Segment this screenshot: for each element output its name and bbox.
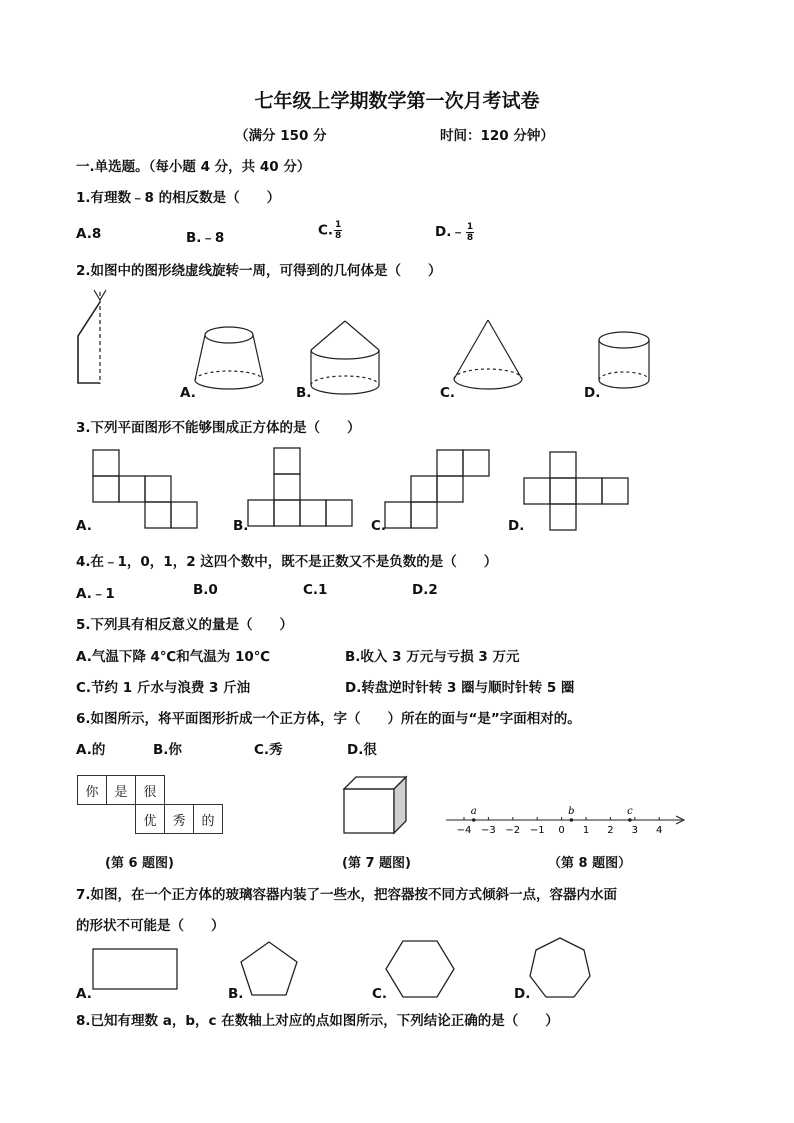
q3-option-b: B. xyxy=(233,518,249,534)
number-line-tick-label: 3 xyxy=(631,825,638,836)
question-1-stem: 1.有理数﹣8 的相反数是（ ） xyxy=(76,190,281,206)
figure-6-caption: (第 6 题图) xyxy=(105,856,174,871)
q2-option-a: A. xyxy=(180,385,196,401)
fraction: $\frac{1}{8}$ xyxy=(466,221,474,243)
question-7-stem-line-2: 的形状不可能是（ ） xyxy=(76,918,225,934)
q6-option-d: D.很 xyxy=(347,742,377,758)
number-line-tick-label: −1 xyxy=(529,825,545,836)
net-cell: 很 xyxy=(136,776,165,805)
q5-option-c: C.节约 1 斤水与浪费 3 斤油 xyxy=(76,680,251,696)
figure-7-caption: (第 7 题图) xyxy=(342,856,411,871)
cube-net-with-characters xyxy=(77,775,223,834)
q3-option-d: D. xyxy=(508,518,525,534)
number-line-point-label: c xyxy=(627,806,633,817)
number-line-tick-label: 4 xyxy=(656,825,663,836)
figure-8-caption: （第 8 题图） xyxy=(548,856,632,871)
q4-option-d: D.2 xyxy=(412,582,438,598)
fraction: $\frac{1}{8}$ xyxy=(335,220,342,241)
number-line-point-c xyxy=(628,818,632,822)
number-line-tick-label: 1 xyxy=(582,825,590,836)
glass-cube-figure xyxy=(343,775,409,835)
q7-option-a: A. xyxy=(76,986,92,1002)
q1-option-d xyxy=(435,220,474,243)
question-8-stem: 8.已知有理数 a，b，c 在数轴上对应的点如图所示，下列结论正确的是（ ） xyxy=(76,1013,559,1029)
q4-option-a: A.﹣1 xyxy=(76,586,115,602)
net-empty-cell xyxy=(107,805,136,834)
net-empty-cell xyxy=(194,776,223,805)
net-cell: 秀 xyxy=(165,805,194,834)
cube-net-a xyxy=(93,450,203,532)
number-line-tick-label: −3 xyxy=(481,825,496,836)
number-line-tick-label: 2 xyxy=(607,825,614,836)
section-heading: 一.单选题。（每小题 4 分，共 40 分） xyxy=(76,159,311,175)
q1-option-c-label: C. xyxy=(318,222,334,239)
question-4-stem: 4.在﹣1，0，1，2 这四个数中，既不是正数又不是负数的是（ ） xyxy=(76,554,498,570)
number-line-point-b xyxy=(570,818,574,822)
q6-option-c: C.秀 xyxy=(254,742,283,758)
q2-option-c: C. xyxy=(440,385,456,401)
q7-option-c: C. xyxy=(372,986,388,1002)
q2-option-d: D. xyxy=(584,385,601,401)
question-7-stem-line-1: 7.如图，在一个正方体的玻璃容器内装了一些水，把容器按不同方式倾斜一点，容器内水面 xyxy=(76,887,618,903)
q7-option-b: B. xyxy=(228,986,244,1002)
q1-option-a: A.8 xyxy=(76,226,102,242)
q5-option-a: A.气温下降 4℃和气温为 10℃ xyxy=(76,649,271,665)
heptagon-shape xyxy=(527,936,593,1002)
number-line-point-label: b xyxy=(568,806,575,817)
q1-option-b: B.﹣8 xyxy=(186,230,225,246)
page-title: 七年级上学期数学第一次月考试卷 xyxy=(254,90,540,112)
q6-option-b: B.你 xyxy=(153,742,182,758)
q2-option-b: B. xyxy=(296,385,312,401)
number-line-tick-label: −2 xyxy=(505,825,521,836)
number-line-point-a xyxy=(472,818,476,822)
cube-net-d xyxy=(524,452,634,534)
question-6-stem: 6.如图所示，将平面图形折成一个正方体，字（ ）所在的面与“是”字面相对的。 xyxy=(76,711,581,727)
net-cell: 优 xyxy=(136,805,165,834)
q4-option-b: B.0 xyxy=(193,582,218,598)
hexagon-shape xyxy=(385,938,457,1000)
q3-option-a: A. xyxy=(76,518,92,534)
number-line-tick-label: −4 xyxy=(456,825,472,836)
frustum-figure xyxy=(190,324,270,396)
q1-option-c xyxy=(318,220,342,241)
cone-figure xyxy=(450,317,530,399)
pentagon-shape xyxy=(238,940,302,1000)
net-empty-cell xyxy=(165,776,194,805)
question-2-stem: 2.如图中的图形绕虚线旋转一周，可得到的几何体是（ ） xyxy=(76,263,442,279)
net-cell: 是 xyxy=(107,776,136,805)
q7-option-d: D. xyxy=(514,986,531,1002)
rectangle-shape xyxy=(92,948,180,992)
exam-time: 时间：120 分钟） xyxy=(440,128,554,144)
question-3-stem: 3.下列平面图形不能够围成正方体的是（ ） xyxy=(76,420,361,436)
rotation-shape-figure xyxy=(70,288,120,388)
cube-net-c xyxy=(385,450,495,532)
q5-option-d: D.转盘逆时针转 3 圈与顺时针转 5 圈 xyxy=(345,680,575,696)
number-line xyxy=(444,800,689,840)
cylinder-with-cone-figure xyxy=(305,317,385,399)
net-cell: 的 xyxy=(194,805,223,834)
q3-option-c: C. xyxy=(371,518,387,534)
number-line-tick-label: 0 xyxy=(558,825,565,836)
question-5-stem: 5.下列具有相反意义的量是（ ） xyxy=(76,617,294,633)
q1-option-d-label: D.﹣ xyxy=(435,224,465,240)
net-cell: 你 xyxy=(78,776,107,805)
q4-option-c: C.1 xyxy=(303,582,328,598)
cylinder-figure xyxy=(596,328,656,398)
net-empty-cell xyxy=(78,805,107,834)
q5-option-b: B.收入 3 万元与亏损 3 万元 xyxy=(345,649,520,665)
full-score: （满分 150 分 xyxy=(235,128,327,144)
cube-net-b xyxy=(248,448,358,530)
number-line-point-label: a xyxy=(470,806,477,817)
q6-option-a: A.的 xyxy=(76,742,106,758)
